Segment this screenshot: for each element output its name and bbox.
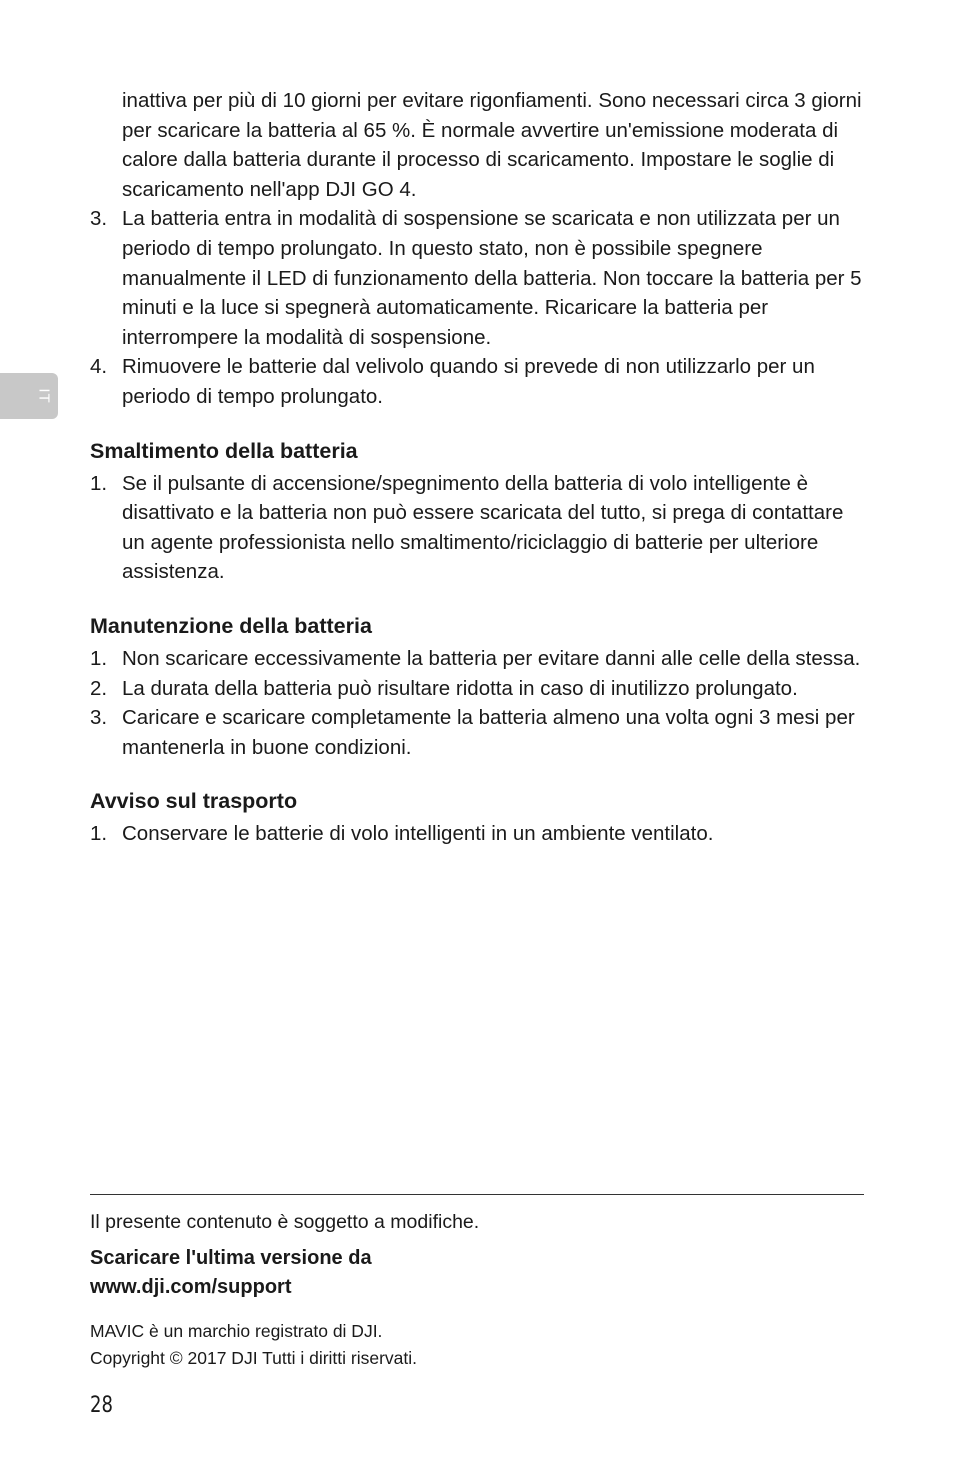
disposal-heading: Smaltimento della batteria xyxy=(90,438,358,463)
intro-paragraph: inattiva per più di 10 giorni per evitare rigonfiamenti. Sono necessari circa 3 giorni per scaricare la batteria al 65 %. È normale avvertire un'emissione moderata di calore dalla batteria durante il processo di scaricamento. Impostare le soglie di scaricamento nell'app DJI GO 4. xyxy=(122,89,862,201)
list-item-number: 1. xyxy=(90,471,108,495)
list-item-number: 3. xyxy=(90,706,108,730)
maintenance-list xyxy=(90,644,865,762)
list-item xyxy=(90,644,865,674)
list-item-text: La batteria entra in modalità di sospensione se scaricata e non utilizzata per un periodo di tempo prolungato. In questo stato, non è possibile spegnere manualmente il LED di funzionamento della batteria. Non toccare la batteria per 5 minuti e la luce si spegnerà automaticamente. Ricaricare la batteria per interrompere la modalità di sospensione. xyxy=(122,207,862,349)
list-item xyxy=(90,819,865,849)
footer-divider xyxy=(90,1194,864,1195)
list-item-text: Non scaricare eccessivamente la batteria per evitare danni alle celle della stessa. xyxy=(122,646,861,670)
transport-list xyxy=(90,819,865,849)
list-item-text: Se il pulsante di accensione/spegnimento della batteria di volo intelligente è disattivato e la batteria non può essere scaricata del tutto, si prega di contattare un agente professionista nello smaltimento/riciclaggio di batterie per ulteriore assistenza. xyxy=(122,471,844,584)
maintenance-heading: Manutenzione della batteria xyxy=(90,613,372,638)
list-item xyxy=(90,469,865,587)
main-content xyxy=(90,86,865,849)
storage-list xyxy=(90,204,865,411)
list-item xyxy=(90,674,865,704)
page-number: 28 xyxy=(90,1393,113,1418)
list-item-text: Conservare le batterie di volo intelligenti in un ambiente ventilato. xyxy=(122,822,714,846)
list-item-text: Rimuovere le batterie dal velivolo quando si prevede di non utilizzarlo per un periodo di tempo prolungato. xyxy=(122,355,815,408)
support-link[interactable]: www.dji.com/support xyxy=(90,1276,292,1298)
copyright-text: Copyright © 2017 DJI Tutti i diritti riservati. xyxy=(90,1348,418,1368)
transport-heading: Avviso sul trasporto xyxy=(90,789,298,814)
list-item-number: 3. xyxy=(90,207,108,231)
list-item-text: La durata della batteria può risultare ridotta in caso di inutilizzo prolungato. xyxy=(122,676,798,700)
list-item xyxy=(90,352,865,411)
language-tab-label: IT xyxy=(35,388,53,404)
trademark-text: MAVIC è un marchio registrato di DJI. xyxy=(90,1321,383,1341)
list-item-number: 2. xyxy=(90,676,108,700)
change-notice: Il presente contenuto è soggetto a modifiche. xyxy=(90,1211,480,1233)
download-text: Scaricare l'ultima versione da xyxy=(90,1247,372,1269)
disposal-list xyxy=(90,469,865,587)
list-item-number: 1. xyxy=(90,646,108,670)
download-info xyxy=(90,1244,864,1302)
list-item-number: 1. xyxy=(90,822,108,846)
legal-info xyxy=(90,1318,864,1372)
page-footer xyxy=(90,1194,864,1372)
list-item xyxy=(90,204,865,352)
list-item-text: Caricare e scaricare completamente la batteria almeno una volta ogni 3 mesi per mantenerla in buone condizioni. xyxy=(122,706,855,759)
list-item xyxy=(90,703,865,762)
list-item-number: 4. xyxy=(90,355,108,379)
